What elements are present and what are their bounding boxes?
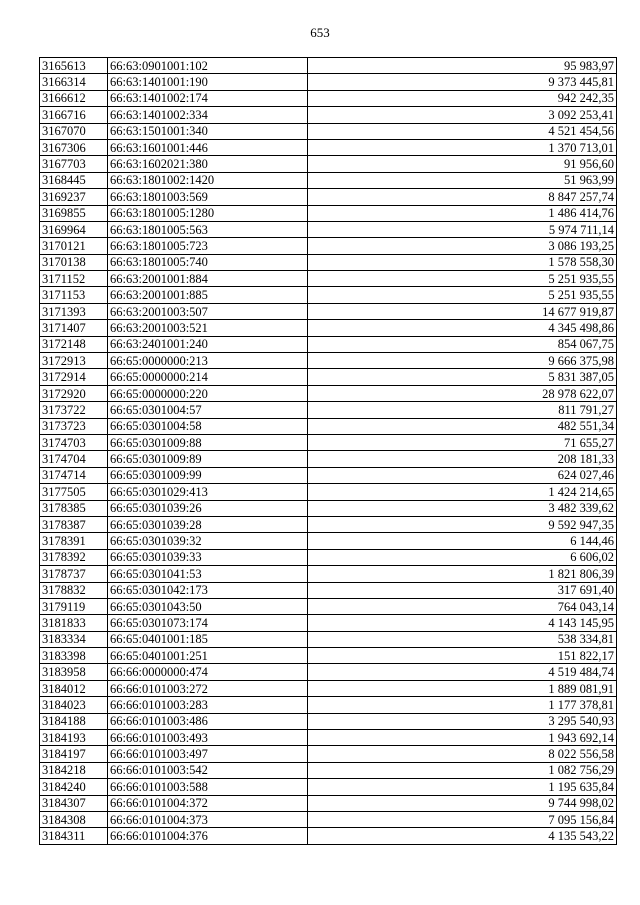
table-row: [40, 336, 617, 352]
cadastral-number-cell: 66:65:0301039:33: [108, 549, 308, 565]
cadastral-number-cell: 66:66:0101003:493: [108, 730, 308, 746]
record-number-cell: 3184240: [40, 779, 108, 795]
table-row: [40, 516, 617, 532]
value-cell: 51 963,99: [308, 172, 617, 188]
value-cell: 91 956,60: [308, 156, 617, 172]
value-cell: 5 974 711,14: [308, 221, 617, 237]
value-cell: 1 424 214,65: [308, 484, 617, 500]
cadastral-number-cell: 66:65:0301029:413: [108, 484, 308, 500]
table-row: [40, 90, 617, 106]
value-cell: 28 978 622,07: [308, 385, 617, 401]
value-cell: 5 251 935,55: [308, 271, 617, 287]
record-number-cell: 3184308: [40, 811, 108, 827]
value-cell: 208 181,33: [308, 451, 617, 467]
table-row: [40, 582, 617, 598]
value-cell: 764 043,14: [308, 598, 617, 614]
table-row: [40, 402, 617, 418]
cadastral-number-cell: 66:65:0301039:32: [108, 533, 308, 549]
record-number-cell: 3172913: [40, 353, 108, 369]
cadastral-number-cell: 66:65:0301004:57: [108, 402, 308, 418]
table-row: [40, 320, 617, 336]
cadastral-number-cell: 66:66:0000000:474: [108, 664, 308, 680]
record-number-cell: 3184197: [40, 746, 108, 762]
cadastral-number-cell: 66:63:2001001:885: [108, 287, 308, 303]
value-cell: 9 666 375,98: [308, 353, 617, 369]
table-row: [40, 238, 617, 254]
table-row: [40, 762, 617, 778]
page-number: 653: [310, 25, 330, 40]
value-cell: 854 067,75: [308, 336, 617, 352]
table-row: [40, 811, 617, 827]
table-row: [40, 795, 617, 811]
record-number-cell: 3167306: [40, 139, 108, 155]
record-number-cell: 3179119: [40, 598, 108, 614]
record-number-cell: 3178385: [40, 500, 108, 516]
table-row: [40, 713, 617, 729]
table-row: [40, 533, 617, 549]
cadastral-number-cell: 66:63:0901001:102: [108, 58, 308, 74]
value-cell: 6 606,02: [308, 549, 617, 565]
cadastral-number-cell: 66:66:0101003:486: [108, 713, 308, 729]
record-number-cell: 3184218: [40, 762, 108, 778]
table-row: [40, 451, 617, 467]
table-row: [40, 74, 617, 90]
record-number-cell: 3174704: [40, 451, 108, 467]
table-row: [40, 205, 617, 221]
record-number-cell: 3166314: [40, 74, 108, 90]
value-cell: 1 889 081,91: [308, 680, 617, 696]
table-row: [40, 566, 617, 582]
table-row: [40, 156, 617, 172]
cadastral-number-cell: 66:63:1401001:190: [108, 74, 308, 90]
table-row: [40, 254, 617, 270]
table-row: [40, 287, 617, 303]
record-number-cell: 3167703: [40, 156, 108, 172]
table-row: [40, 615, 617, 631]
cadastral-number-cell: 66:66:0101003:272: [108, 680, 308, 696]
record-number-cell: 3172148: [40, 336, 108, 352]
table-row: [40, 139, 617, 155]
table-row: [40, 648, 617, 664]
cadastral-number-cell: 66:65:0301009:88: [108, 434, 308, 450]
record-number-cell: 3174703: [40, 434, 108, 450]
record-number-cell: 3183398: [40, 648, 108, 664]
record-number-cell: 3177505: [40, 484, 108, 500]
record-number-cell: 3184307: [40, 795, 108, 811]
table-row: [40, 418, 617, 434]
value-cell: 5 831 387,05: [308, 369, 617, 385]
record-number-cell: 3181833: [40, 615, 108, 631]
record-number-cell: 3173722: [40, 402, 108, 418]
cadastral-number-cell: 66:66:0101003:283: [108, 697, 308, 713]
cadastral-number-cell: 66:63:1801003:569: [108, 189, 308, 205]
record-number-cell: 3174714: [40, 467, 108, 483]
value-cell: 8 847 257,74: [308, 189, 617, 205]
record-number-cell: 3178832: [40, 582, 108, 598]
table-row: [40, 664, 617, 680]
value-cell: 4 345 498,86: [308, 320, 617, 336]
table-row: [40, 828, 617, 844]
record-number-cell: 3170138: [40, 254, 108, 270]
record-number-cell: 3183958: [40, 664, 108, 680]
value-cell: 9 744 998,02: [308, 795, 617, 811]
cadastral-number-cell: 66:63:2001003:521: [108, 320, 308, 336]
record-number-cell: 3184188: [40, 713, 108, 729]
value-cell: 3 086 193,25: [308, 238, 617, 254]
table-row: [40, 697, 617, 713]
table-row: [40, 500, 617, 516]
record-number-cell: 3169237: [40, 189, 108, 205]
registry-table: [39, 57, 617, 845]
value-cell: 3 482 339,62: [308, 500, 617, 516]
cadastral-number-cell: 66:66:0101003:497: [108, 746, 308, 762]
value-cell: 9 592 947,35: [308, 516, 617, 532]
table-row: [40, 730, 617, 746]
record-number-cell: 3184023: [40, 697, 108, 713]
value-cell: 1 082 756,29: [308, 762, 617, 778]
cadastral-number-cell: 66:65:0301004:58: [108, 418, 308, 434]
value-cell: 538 334,81: [308, 631, 617, 647]
table-row: [40, 467, 617, 483]
record-number-cell: 3172914: [40, 369, 108, 385]
cadastral-number-cell: 66:63:1801005:563: [108, 221, 308, 237]
value-cell: 8 022 556,58: [308, 746, 617, 762]
cadastral-number-cell: 66:65:0301009:99: [108, 467, 308, 483]
cadastral-number-cell: 66:65:0301039:28: [108, 516, 308, 532]
cadastral-number-cell: 66:63:2001003:507: [108, 303, 308, 319]
table-row: [40, 58, 617, 74]
table-row: [40, 271, 617, 287]
table-row: [40, 385, 617, 401]
value-cell: 942 242,35: [308, 90, 617, 106]
record-number-cell: 3178737: [40, 566, 108, 582]
table-row: [40, 353, 617, 369]
cadastral-number-cell: 66:63:1602021:380: [108, 156, 308, 172]
value-cell: 5 251 935,55: [308, 287, 617, 303]
record-number-cell: 3184311: [40, 828, 108, 844]
table-row: [40, 369, 617, 385]
cadastral-number-cell: 66:66:0101003:588: [108, 779, 308, 795]
table-row: [40, 549, 617, 565]
cadastral-number-cell: 66:63:1801005:723: [108, 238, 308, 254]
cadastral-number-cell: 66:65:0301043:50: [108, 598, 308, 614]
value-cell: 1 821 806,39: [308, 566, 617, 582]
table-row: [40, 484, 617, 500]
cadastral-number-cell: 66:65:0401001:185: [108, 631, 308, 647]
cadastral-number-cell: 66:63:1401002:174: [108, 90, 308, 106]
record-number-cell: 3168445: [40, 172, 108, 188]
record-number-cell: 3171407: [40, 320, 108, 336]
value-cell: 1 195 635,84: [308, 779, 617, 795]
cadastral-number-cell: 66:63:2401001:240: [108, 336, 308, 352]
cadastral-number-cell: 66:65:0301009:89: [108, 451, 308, 467]
value-cell: 71 655,27: [308, 434, 617, 450]
value-cell: 6 144,46: [308, 533, 617, 549]
cadastral-number-cell: 66:65:0000000:213: [108, 353, 308, 369]
table-row: [40, 189, 617, 205]
cadastral-number-cell: 66:66:0101004:372: [108, 795, 308, 811]
record-number-cell: 3165613: [40, 58, 108, 74]
cadastral-number-cell: 66:63:2001001:884: [108, 271, 308, 287]
cadastral-number-cell: 66:63:1401002:334: [108, 107, 308, 123]
cadastral-number-cell: 66:63:1501001:340: [108, 123, 308, 139]
record-number-cell: 3184193: [40, 730, 108, 746]
table-row: [40, 123, 617, 139]
value-cell: 4 521 454,56: [308, 123, 617, 139]
cadastral-number-cell: 66:66:0101004:376: [108, 828, 308, 844]
value-cell: 3 295 540,93: [308, 713, 617, 729]
value-cell: 4 519 484,74: [308, 664, 617, 680]
table-row: [40, 303, 617, 319]
cadastral-number-cell: 66:63:1801002:1420: [108, 172, 308, 188]
cadastral-number-cell: 66:66:0101004:373: [108, 811, 308, 827]
record-number-cell: 3166612: [40, 90, 108, 106]
cadastral-number-cell: 66:65:0000000:214: [108, 369, 308, 385]
cadastral-number-cell: 66:65:0000000:220: [108, 385, 308, 401]
value-cell: 3 092 253,41: [308, 107, 617, 123]
value-cell: 9 373 445,81: [308, 74, 617, 90]
cadastral-number-cell: 66:65:0301042:173: [108, 582, 308, 598]
table-row: [40, 680, 617, 696]
value-cell: 95 983,97: [308, 58, 617, 74]
registry-table-body: [40, 58, 617, 845]
table-row: [40, 598, 617, 614]
record-number-cell: 3171393: [40, 303, 108, 319]
record-number-cell: 3166716: [40, 107, 108, 123]
value-cell: 1 486 414,76: [308, 205, 617, 221]
value-cell: 624 027,46: [308, 467, 617, 483]
value-cell: 151 822,17: [308, 648, 617, 664]
cadastral-number-cell: 66:65:0301073:174: [108, 615, 308, 631]
record-number-cell: 3172920: [40, 385, 108, 401]
value-cell: 1 578 558,30: [308, 254, 617, 270]
record-number-cell: 3167070: [40, 123, 108, 139]
record-number-cell: 3170121: [40, 238, 108, 254]
record-number-cell: 3183334: [40, 631, 108, 647]
value-cell: 482 551,34: [308, 418, 617, 434]
value-cell: 7 095 156,84: [308, 811, 617, 827]
value-cell: 4 143 145,95: [308, 615, 617, 631]
value-cell: 14 677 919,87: [308, 303, 617, 319]
cadastral-number-cell: 66:65:0301039:26: [108, 500, 308, 516]
record-number-cell: 3173723: [40, 418, 108, 434]
record-number-cell: 3178391: [40, 533, 108, 549]
cadastral-number-cell: 66:63:1801005:1280: [108, 205, 308, 221]
table-row: [40, 172, 617, 188]
table-row: [40, 107, 617, 123]
value-cell: 4 135 543,22: [308, 828, 617, 844]
table-row: [40, 779, 617, 795]
table-row: [40, 746, 617, 762]
cadastral-number-cell: 66:66:0101003:542: [108, 762, 308, 778]
cadastral-number-cell: 66:63:1801005:740: [108, 254, 308, 270]
cadastral-number-cell: 66:65:0401001:251: [108, 648, 308, 664]
record-number-cell: 3171153: [40, 287, 108, 303]
table-row: [40, 221, 617, 237]
value-cell: 1 177 378,81: [308, 697, 617, 713]
record-number-cell: 3169855: [40, 205, 108, 221]
table-row: [40, 434, 617, 450]
record-number-cell: 3169964: [40, 221, 108, 237]
cadastral-number-cell: 66:65:0301041:53: [108, 566, 308, 582]
cadastral-number-cell: 66:63:1601001:446: [108, 139, 308, 155]
value-cell: 1 943 692,14: [308, 730, 617, 746]
value-cell: 811 791,27: [308, 402, 617, 418]
value-cell: 317 691,40: [308, 582, 617, 598]
value-cell: 1 370 713,01: [308, 139, 617, 155]
record-number-cell: 3184012: [40, 680, 108, 696]
record-number-cell: 3171152: [40, 271, 108, 287]
record-number-cell: 3178387: [40, 516, 108, 532]
record-number-cell: 3178392: [40, 549, 108, 565]
table-row: [40, 631, 617, 647]
